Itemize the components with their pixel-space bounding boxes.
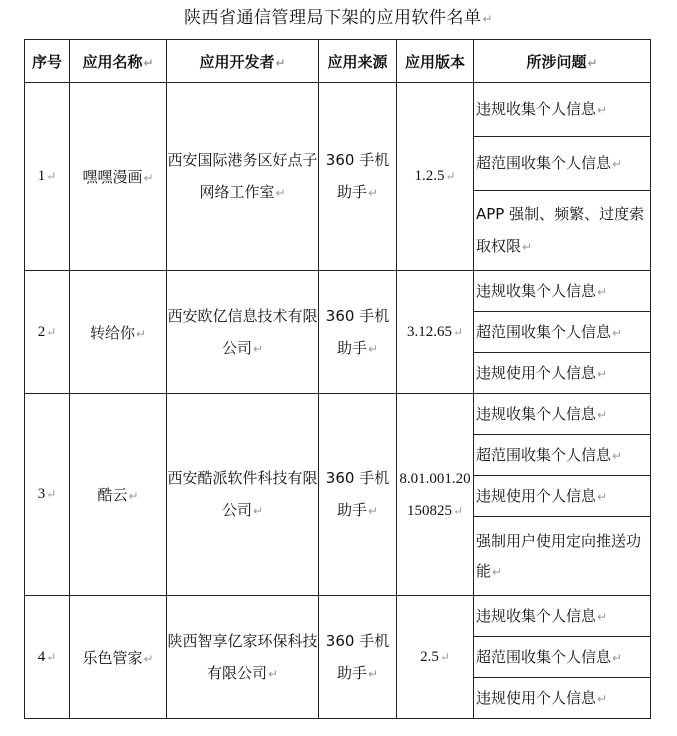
table-row [25, 271, 651, 312]
row-version: 2.5↵ [397, 596, 474, 719]
row-developer: 西安国际港务区好点子网络工作室↵ [167, 83, 319, 271]
row-issue: 违规使用个人信息↵ [474, 353, 651, 394]
row-issue: 违规收集个人信息↵ [474, 83, 651, 137]
header-issues: 所涉问题↵ [474, 40, 651, 83]
row-app-name: 乐色管家↵ [70, 596, 167, 719]
row-app-name: 转给你↵ [70, 271, 167, 394]
row-issue: 违规使用个人信息↵ [474, 476, 651, 517]
row-source: 360 手机助手↵ [319, 83, 397, 271]
row-issue: APP 强制、频繁、过度索取权限↵ [474, 191, 651, 271]
header-version: 应用版本 [397, 40, 474, 83]
row-version: 8.01.001.20150825↵ [397, 394, 474, 596]
row-developer: 西安酷派软件科技有限公司↵ [167, 394, 319, 596]
row-source: 360 手机助手↵ [319, 596, 397, 719]
header-row [25, 40, 651, 83]
header-app-name: 应用名称↵ [70, 40, 167, 83]
row-source: 360 手机助手↵ [319, 394, 397, 596]
row-version: 1.2.5↵ [397, 83, 474, 271]
row-developer: 陕西智享亿家环保科技有限公司↵ [167, 596, 319, 719]
row-issue: 超范围收集个人信息↵ [474, 435, 651, 476]
row-issue: 违规使用个人信息↵ [474, 678, 651, 719]
row-issue: 违规收集个人信息↵ [474, 394, 651, 435]
row-version: 3.12.65↵ [397, 271, 474, 394]
row-issue: 超范围收集个人信息↵ [474, 637, 651, 678]
header-developer: 应用开发者↵ [167, 40, 319, 83]
row-app-name: 酷云↵ [70, 394, 167, 596]
row-index: 3↵ [25, 394, 70, 596]
table-row [25, 394, 651, 435]
row-issue: 超范围收集个人信息↵ [474, 137, 651, 191]
app-list-table [24, 39, 651, 719]
row-source: 360 手机助手↵ [319, 271, 397, 394]
header-index: 序号 [25, 40, 70, 83]
table-row [25, 596, 651, 637]
row-issue: 超范围收集个人信息↵ [474, 312, 651, 353]
row-issue: 强制用户使用定向推送功能↵ [474, 517, 651, 596]
row-developer: 西安欧亿信息技术有限公司↵ [167, 271, 319, 394]
header-source: 应用来源 [319, 40, 397, 83]
row-app-name: 嘿嘿漫画↵ [70, 83, 167, 271]
row-issue: 违规收集个人信息↵ [474, 596, 651, 637]
document-title: 陕西省通信管理局下架的应用软件名单↵ [183, 8, 494, 28]
table-row [25, 83, 651, 137]
row-index: 2↵ [25, 271, 70, 394]
row-index: 1↵ [25, 83, 70, 271]
row-issue: 违规收集个人信息↵ [474, 271, 651, 312]
row-index: 4↵ [25, 596, 70, 719]
